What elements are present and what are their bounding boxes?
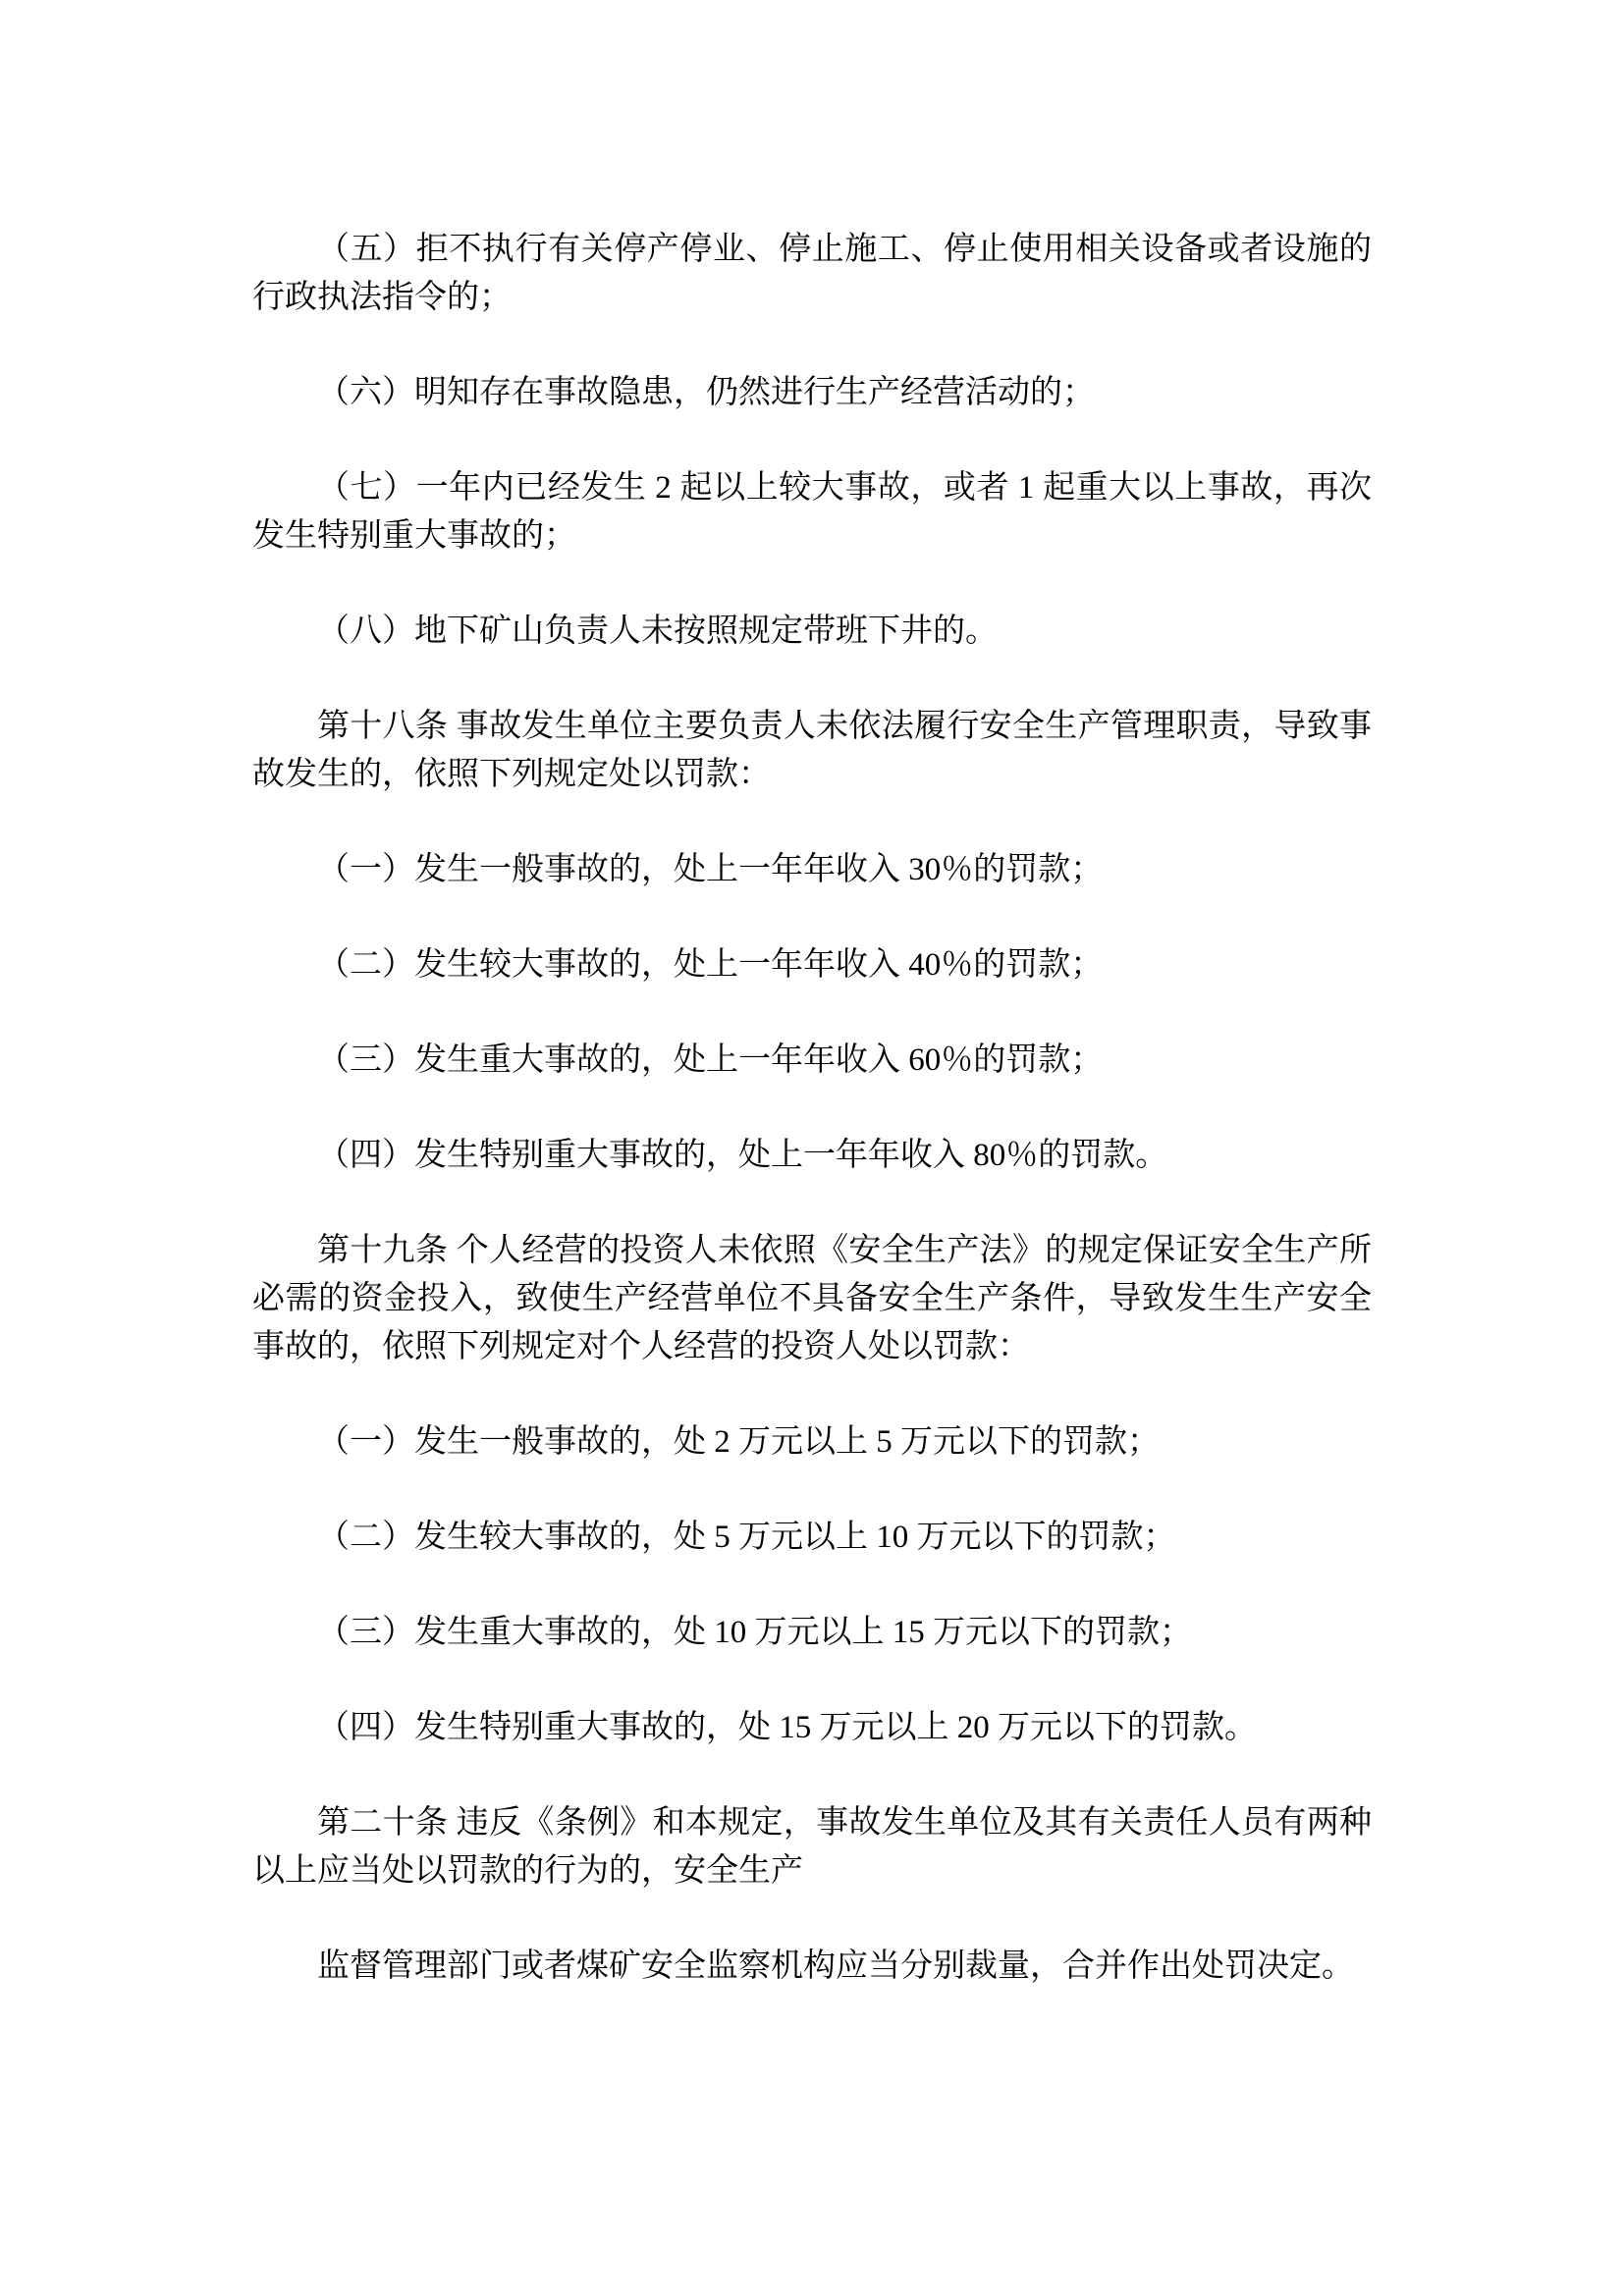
clause-item-5: （五）拒不执行有关停产停业、停止施工、停止使用相关设备或者设施的行政执法指令的； (252, 232, 1372, 315)
article-20-part-2: 监督管理部门或者煤矿安全监察机构应当分别裁量，合并作出处罚决定。 (317, 1949, 1354, 1984)
article-19-item-4: （四）发生特别重大事故的，处 15 万元以上 20 万元以下的罚款。 (317, 1710, 1257, 1745)
article-18-item-4: （四）发生特别重大事故的，处上一年年收入 80％的罚款。 (317, 1138, 1168, 1173)
article-18-item-2: （二）发生较大事故的，处上一年年收入 40％的罚款； (317, 947, 1104, 983)
article-19-item-3: （三）发生重大事故的，处 10 万元以上 15 万元以下的罚款； (317, 1615, 1192, 1650)
article-18-intro: 第十八条 事故发生单位主要负责人未依法履行安全生产管理职责，导致事故发生的，依照下列规定处以罚款： (252, 709, 1372, 792)
clause-item-8: （八）地下矿山负责人未按照规定带班下井的。 (317, 614, 998, 649)
article-18-item-3: （三）发生重大事故的，处上一年年收入 60％的罚款； (317, 1042, 1104, 1078)
clause-item-7: （七）一年内已经发生 2 起以上较大事故，或者 1 起重大以上事故，再次发生特别重大事故的； (252, 470, 1372, 554)
article-19-item-1: （一）发生一般事故的，处 2 万元以上 5 万元以下的罚款； (317, 1424, 1160, 1460)
article-18-item-1: （一）发生一般事故的，处上一年年收入 30％的罚款； (317, 852, 1104, 887)
article-20-part-1: 第二十条 违反《条例》和本规定，事故发生单位及其有关责任人员有两种以上应当处以罚款的行为的，安全生产 (252, 1805, 1372, 1889)
article-19-item-2: （二）发生较大事故的，处 5 万元以上 10 万元以下的罚款； (317, 1520, 1176, 1555)
article-19-intro: 第十九条 个人经营的投资人未依照《安全生产法》的规定保证安全生产所必需的资金投入，致使生产经营单位不具备安全生产条件，导致发生生产安全事故的，依照下列规定对个人经营的投资人处以罚款： (252, 1233, 1372, 1364)
clause-item-6: （六）明知存在事故隐患，仍然进行生产经营活动的； (317, 375, 1095, 410)
